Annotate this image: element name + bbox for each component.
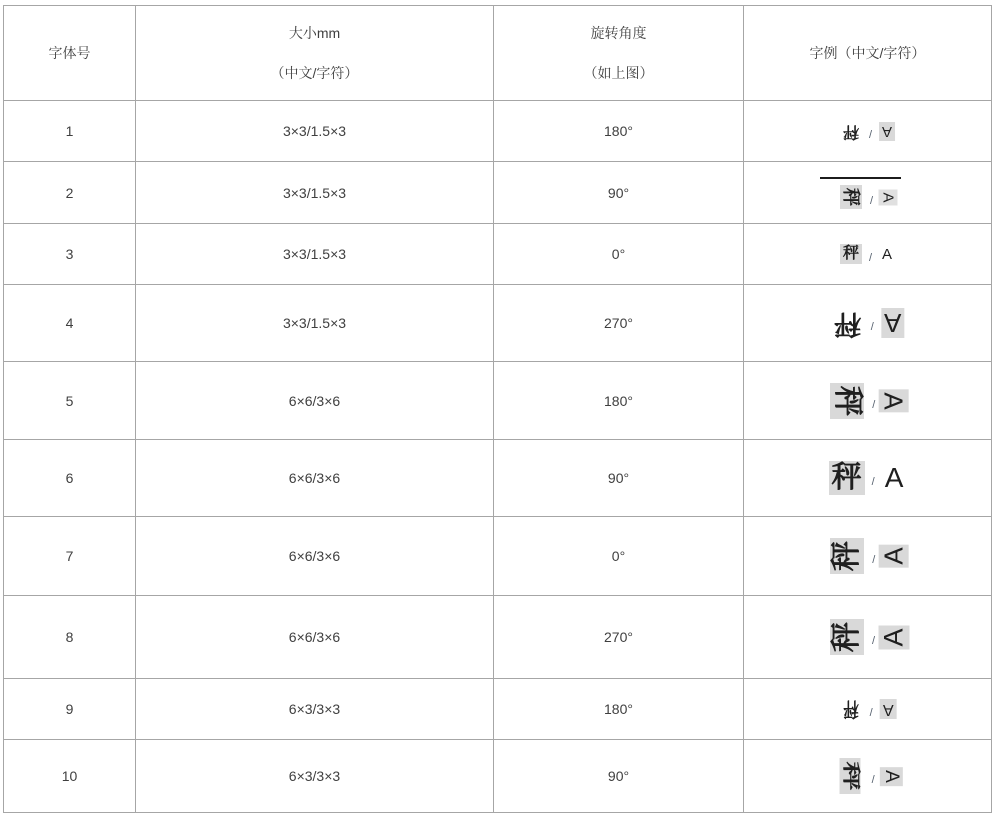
cell-size: 3×3/1.5×3: [136, 285, 494, 362]
table-body: [4, 101, 992, 813]
cell-rotation: 90°: [494, 740, 744, 813]
example-chinese-glyph: 秤: [840, 244, 862, 264]
example-latin-glyph: A: [880, 767, 903, 786]
example-chinese-glyph: 秤: [840, 185, 862, 209]
example-chinese-glyph: 秤: [833, 308, 861, 339]
example-chinese-glyph: 秤: [830, 619, 864, 655]
font-example: [829, 539, 910, 573]
example-latin-glyph: A: [884, 462, 904, 493]
example-chinese-glyph: 秤: [839, 758, 860, 794]
font-example: [835, 762, 901, 790]
cell-font-number: 1: [4, 101, 136, 162]
column-header-rotation: [494, 6, 744, 101]
example-chinese-glyph: 秤: [830, 538, 864, 574]
cell-font-number: 10: [4, 740, 136, 813]
cell-size: 6×6/3×6: [136, 440, 494, 517]
table-row: [4, 162, 992, 224]
example-separator: /: [870, 321, 874, 333]
cell-size: 6×3/3×3: [136, 740, 494, 813]
cell-example: [744, 162, 992, 224]
example-separator: /: [868, 129, 873, 141]
example-separator: /: [869, 707, 873, 719]
column-header-label: 旋转角度: [590, 25, 647, 41]
cell-example: [744, 517, 992, 596]
example-latin-glyph: A: [879, 122, 895, 141]
font-example: [829, 620, 909, 654]
font-example: [839, 698, 897, 720]
table-header: [4, 6, 992, 101]
table-row: [4, 517, 992, 596]
cell-font-number: 3: [4, 224, 136, 285]
font-example: [829, 384, 910, 418]
example-separator: /: [869, 195, 874, 207]
cell-font-number: 7: [4, 517, 136, 596]
column-header-label: 大小mm: [288, 25, 341, 41]
font-example: [827, 177, 908, 208]
cell-rotation: 180°: [494, 101, 744, 162]
example-chinese-glyph: 秤: [830, 383, 864, 419]
example-separator: /: [872, 554, 876, 566]
example-separator: /: [868, 252, 873, 264]
table-row: [4, 101, 992, 162]
rotated-underline: [820, 177, 901, 179]
table-row: [4, 740, 992, 813]
example-latin-glyph: A: [879, 189, 898, 205]
cell-example: [744, 285, 992, 362]
table-row: [4, 679, 992, 740]
example-latin-glyph: A: [879, 625, 910, 649]
font-spec-table: [3, 5, 992, 813]
cell-font-number: 4: [4, 285, 136, 362]
font-example: [829, 461, 907, 495]
table-row: [4, 224, 992, 285]
table-row: [4, 285, 992, 362]
example-latin-glyph: A: [882, 245, 893, 263]
header-row: [4, 6, 992, 101]
column-header-font-number: [4, 6, 136, 101]
cell-font-number: 8: [4, 596, 136, 679]
cell-size: 3×3/1.5×3: [136, 101, 494, 162]
cell-rotation: 270°: [494, 285, 744, 362]
example-separator: /: [871, 635, 876, 647]
column-header-label: 字体号: [48, 45, 91, 61]
cell-font-number: 6: [4, 440, 136, 517]
cell-example: [744, 224, 992, 285]
cell-rotation: 90°: [494, 162, 744, 224]
example-separator: /: [872, 398, 876, 411]
table-row: [4, 440, 992, 517]
cell-font-number: 9: [4, 679, 136, 740]
cell-example: [744, 679, 992, 740]
cell-size: 3×3/1.5×3: [136, 162, 494, 224]
font-example: [840, 244, 895, 264]
cell-rotation: 0°: [494, 224, 744, 285]
table-row: [4, 596, 992, 679]
cell-example: [744, 740, 992, 813]
cell-font-number: 5: [4, 362, 136, 440]
cell-size: 3×3/1.5×3: [136, 224, 494, 285]
cell-rotation: 270°: [494, 596, 744, 679]
example-separator: /: [871, 476, 875, 488]
cell-size: 6×6/3×6: [136, 596, 494, 679]
column-header-size: [136, 6, 494, 101]
cell-rotation: 0°: [494, 517, 744, 596]
column-header-sublabel: （如上图）: [583, 65, 654, 81]
cell-size: 6×3/3×3: [136, 679, 494, 740]
cell-rotation: 180°: [494, 679, 744, 740]
example-chinese-glyph: 秤: [842, 123, 859, 140]
cell-example: [744, 101, 992, 162]
example-latin-glyph: A: [881, 308, 904, 338]
example-latin-glyph: A: [879, 389, 909, 412]
font-example: [840, 121, 895, 141]
cell-rotation: 180°: [494, 362, 744, 440]
column-header-label: 字例（中文/字符）: [809, 45, 926, 61]
font-example: [831, 308, 904, 339]
example-separator: /: [871, 774, 875, 786]
example-chinese-glyph: 秤: [829, 461, 865, 495]
cell-size: 6×6/3×6: [136, 362, 494, 440]
example-latin-glyph: A: [879, 544, 909, 567]
example-latin-glyph: A: [880, 699, 897, 719]
cell-example: [744, 440, 992, 517]
cell-rotation: 90°: [494, 440, 744, 517]
cell-example: [744, 596, 992, 679]
cell-size: 6×6/3×6: [136, 517, 494, 596]
column-header-example: [744, 6, 992, 101]
cell-font-number: 2: [4, 162, 136, 224]
column-header-sublabel: （中文/字符）: [270, 65, 359, 81]
cell-example: [744, 362, 992, 440]
table-row: [4, 362, 992, 440]
example-chinese-glyph: 秤: [842, 698, 859, 720]
